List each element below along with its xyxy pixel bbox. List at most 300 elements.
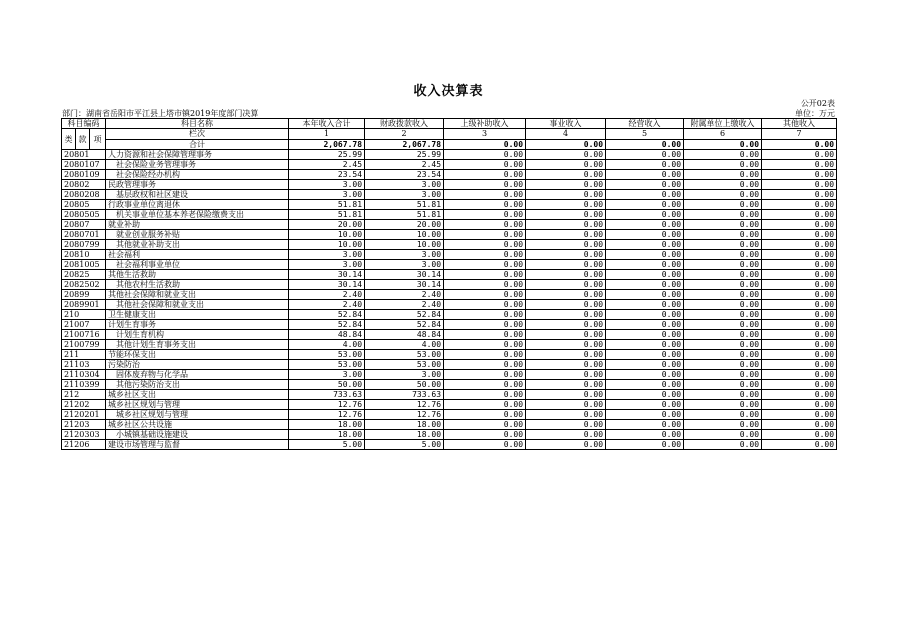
row-value: 0.00 — [526, 200, 606, 210]
row-value: 0.00 — [526, 310, 606, 320]
total-cell: 0.00 — [444, 139, 526, 150]
row-value: 0.00 — [606, 360, 684, 370]
form-number: 公开02表 — [800, 99, 835, 108]
row-name: 其他社会保障和就业支出 — [106, 290, 289, 300]
row-value: 4.00 — [289, 340, 365, 350]
row-code: 212 — [62, 390, 106, 400]
row-value: 0.00 — [684, 210, 762, 220]
row-value: 0.00 — [444, 150, 526, 160]
row-code: 2080505 — [62, 210, 106, 220]
row-value: 0.00 — [526, 420, 606, 430]
row-name: 民政管理事务 — [106, 180, 289, 190]
row-value: 0.00 — [606, 220, 684, 230]
row-value: 0.00 — [762, 320, 837, 330]
table-row — [62, 310, 837, 320]
col-number-3: 3 — [444, 129, 526, 140]
row-value: 0.00 — [526, 160, 606, 170]
row-value: 53.00 — [365, 350, 444, 360]
row-value: 0.00 — [684, 220, 762, 230]
row-code: 2100799 — [62, 340, 106, 350]
row-code: 2089901 — [62, 300, 106, 310]
row-value: 0.00 — [762, 240, 837, 250]
col-number-6: 6 — [684, 129, 762, 140]
table-row — [62, 370, 837, 380]
row-value: 733.63 — [365, 390, 444, 400]
row-value: 0.00 — [606, 330, 684, 340]
row-value: 0.00 — [684, 380, 762, 390]
row-value: 51.81 — [289, 200, 365, 210]
row-value: 0.00 — [606, 410, 684, 420]
header-fiscal: 财政拨款收入 — [365, 119, 444, 129]
row-value: 48.84 — [365, 330, 444, 340]
row-value: 51.81 — [365, 210, 444, 220]
row-code: 20825 — [62, 270, 106, 280]
row-value: 0.00 — [762, 180, 837, 190]
total-cell: 0.00 — [526, 139, 606, 150]
row-code: 20810 — [62, 250, 106, 260]
table-row — [62, 160, 837, 170]
row-value: 0.00 — [684, 390, 762, 400]
table-row — [62, 430, 837, 440]
row-value: 0.00 — [444, 310, 526, 320]
row-value: 0.00 — [762, 190, 837, 200]
table-row — [62, 280, 837, 290]
row-value: 0.00 — [684, 230, 762, 240]
row-value: 0.00 — [762, 420, 837, 430]
col-number-5: 5 — [606, 129, 684, 140]
row-value: 0.00 — [526, 210, 606, 220]
row-value: 2.45 — [289, 160, 365, 170]
row-value: 12.76 — [365, 410, 444, 420]
row-value: 0.00 — [684, 430, 762, 440]
row-value: 0.00 — [606, 180, 684, 190]
row-code: 21203 — [62, 420, 106, 430]
table-row — [62, 210, 837, 220]
row-value: 0.00 — [684, 340, 762, 350]
department-label: 部门：湖南省岳阳市平江县上塔市镇2019年度部门决算 — [62, 109, 259, 118]
col-number-4: 4 — [526, 129, 606, 140]
row-value: 0.00 — [444, 370, 526, 380]
row-value: 20.00 — [289, 220, 365, 230]
row-value: 0.00 — [444, 340, 526, 350]
row-value: 0.00 — [526, 410, 606, 420]
row-code: 21007 — [62, 320, 106, 330]
row-value: 3.00 — [289, 370, 365, 380]
row-value: 0.00 — [444, 240, 526, 250]
row-value: 0.00 — [444, 360, 526, 370]
row-code: 20801 — [62, 150, 106, 160]
header-other: 其他收入 — [762, 119, 837, 129]
row-value: 0.00 — [526, 230, 606, 240]
table-row — [62, 400, 837, 410]
row-value: 0.00 — [762, 170, 837, 180]
table-row — [62, 390, 837, 400]
col-number-1: 1 — [289, 129, 365, 140]
row-name: 行政事业单位离退休 — [106, 200, 289, 210]
row-value: 733.63 — [289, 390, 365, 400]
row-value: 0.00 — [684, 240, 762, 250]
row-value: 0.00 — [526, 150, 606, 160]
row-value: 0.00 — [444, 260, 526, 270]
row-value: 0.00 — [606, 270, 684, 280]
row-value: 3.00 — [289, 190, 365, 200]
row-value: 0.00 — [762, 430, 837, 440]
row-value: 52.84 — [365, 310, 444, 320]
row-value: 0.00 — [526, 400, 606, 410]
row-value: 5.00 — [365, 440, 444, 450]
table-row — [62, 150, 837, 160]
row-value: 3.00 — [289, 180, 365, 190]
row-value: 0.00 — [526, 280, 606, 290]
row-value: 53.00 — [289, 360, 365, 370]
row-name: 城乡社区规划与管理 — [106, 400, 289, 410]
row-value: 0.00 — [684, 440, 762, 450]
row-value: 0.00 — [684, 300, 762, 310]
row-value: 0.00 — [606, 290, 684, 300]
row-value: 0.00 — [684, 250, 762, 260]
row-value: 10.00 — [365, 240, 444, 250]
total-cell: 2,067.78 — [365, 139, 444, 150]
row-value: 0.00 — [444, 320, 526, 330]
row-value: 0.00 — [684, 270, 762, 280]
row-value: 0.00 — [762, 310, 837, 320]
row-value: 0.00 — [762, 200, 837, 210]
row-value: 0.00 — [526, 220, 606, 230]
row-value: 3.00 — [289, 260, 365, 270]
row-value: 0.00 — [526, 250, 606, 260]
row-value: 30.14 — [365, 270, 444, 280]
row-name: 就业创业服务补贴 — [106, 230, 289, 240]
row-value: 0.00 — [444, 410, 526, 420]
row-name: 其他就业补助支出 — [106, 240, 289, 250]
row-code: 211 — [62, 350, 106, 360]
row-code: 21103 — [62, 360, 106, 370]
row-code: 20802 — [62, 180, 106, 190]
row-code: 2080107 — [62, 160, 106, 170]
row-value: 0.00 — [526, 380, 606, 390]
row-name: 其他农村生活救助 — [106, 280, 289, 290]
header-total: 本年收入合计 — [289, 119, 365, 129]
total-cell: 0.00 — [762, 139, 837, 150]
table-row — [62, 440, 837, 450]
table-row — [62, 170, 837, 180]
row-code: 20807 — [62, 220, 106, 230]
row-name: 建设市场管理与监督 — [106, 440, 289, 450]
row-value: 0.00 — [606, 150, 684, 160]
row-value: 0.00 — [444, 290, 526, 300]
row-value: 2.40 — [289, 300, 365, 310]
row-value: 0.00 — [606, 200, 684, 210]
row-value: 51.81 — [289, 210, 365, 220]
row-value: 0.00 — [606, 230, 684, 240]
row-code: 20899 — [62, 290, 106, 300]
row-value: 0.00 — [606, 280, 684, 290]
row-value: 10.00 — [289, 230, 365, 240]
row-value: 0.00 — [684, 200, 762, 210]
row-value: 0.00 — [444, 390, 526, 400]
row-value: 18.00 — [365, 420, 444, 430]
row-value: 0.00 — [762, 230, 837, 240]
row-value: 0.00 — [526, 440, 606, 450]
row-value: 0.00 — [526, 320, 606, 330]
row-value: 0.00 — [444, 210, 526, 220]
row-code: 20805 — [62, 200, 106, 210]
row-value: 0.00 — [526, 190, 606, 200]
row-value: 0.00 — [606, 430, 684, 440]
row-name: 社会保险经办机构 — [106, 170, 289, 180]
row-value: 0.00 — [762, 290, 837, 300]
row-value: 0.00 — [444, 190, 526, 200]
row-name: 计划生育事务 — [106, 320, 289, 330]
row-value: 0.00 — [684, 320, 762, 330]
row-value: 0.00 — [762, 150, 837, 160]
row-value: 0.00 — [684, 260, 762, 270]
row-value: 0.00 — [684, 160, 762, 170]
row-value: 0.00 — [762, 400, 837, 410]
header-kuan: 款 — [76, 129, 90, 150]
row-value: 30.14 — [289, 280, 365, 290]
row-value: 0.00 — [606, 240, 684, 250]
row-code: 21206 — [62, 440, 106, 450]
row-value: 0.00 — [444, 180, 526, 190]
row-value: 0.00 — [444, 400, 526, 410]
row-value: 18.00 — [289, 430, 365, 440]
row-code: 2080799 — [62, 240, 106, 250]
row-value: 0.00 — [684, 420, 762, 430]
row-value: 0.00 — [526, 350, 606, 360]
row-value: 0.00 — [444, 380, 526, 390]
row-value: 0.00 — [606, 170, 684, 180]
row-value: 0.00 — [526, 290, 606, 300]
row-name: 小城镇基础设施建设 — [106, 430, 289, 440]
row-value: 10.00 — [289, 240, 365, 250]
row-value: 0.00 — [762, 380, 837, 390]
row-code: 2081005 — [62, 260, 106, 270]
row-value: 3.00 — [365, 180, 444, 190]
row-value: 52.84 — [289, 320, 365, 330]
row-value: 52.84 — [289, 310, 365, 320]
row-code: 2080701 — [62, 230, 106, 240]
row-value: 0.00 — [526, 270, 606, 280]
row-name: 其他污染防治支出 — [106, 380, 289, 390]
row-value: 0.00 — [606, 340, 684, 350]
table-row — [62, 250, 837, 260]
total-cell: 0.00 — [684, 139, 762, 150]
row-name: 卫生健康支出 — [106, 310, 289, 320]
row-value: 0.00 — [526, 180, 606, 190]
row-value: 0.00 — [762, 270, 837, 280]
table-row — [62, 260, 837, 270]
row-value: 0.00 — [444, 270, 526, 280]
row-value: 0.00 — [684, 190, 762, 200]
row-name: 城乡社区公共设施 — [106, 420, 289, 430]
table-row — [62, 220, 837, 230]
row-name: 计划生育机构 — [106, 330, 289, 340]
col-number-2: 2 — [365, 129, 444, 140]
row-value: 0.00 — [606, 390, 684, 400]
row-name: 固体废弃物与化学品 — [106, 370, 289, 380]
row-code: 210 — [62, 310, 106, 320]
row-value: 0.00 — [762, 390, 837, 400]
row-value: 20.00 — [365, 220, 444, 230]
table-row — [62, 190, 837, 200]
row-value: 0.00 — [684, 150, 762, 160]
row-value: 0.00 — [444, 280, 526, 290]
row-value: 52.84 — [365, 320, 444, 330]
row-name: 社会福利 — [106, 250, 289, 260]
row-code: 21202 — [62, 400, 106, 410]
row-value: 0.00 — [606, 400, 684, 410]
row-value: 0.00 — [606, 250, 684, 260]
row-value: 0.00 — [444, 160, 526, 170]
row-value: 0.00 — [526, 170, 606, 180]
row-value: 4.00 — [365, 340, 444, 350]
row-value: 0.00 — [444, 420, 526, 430]
row-code: 2082502 — [62, 280, 106, 290]
row-value: 0.00 — [684, 290, 762, 300]
row-value: 25.99 — [289, 150, 365, 160]
row-name: 就业补助 — [106, 220, 289, 230]
row-value: 0.00 — [606, 260, 684, 270]
row-value: 0.00 — [762, 210, 837, 220]
row-value: 0.00 — [606, 440, 684, 450]
row-value: 0.00 — [606, 350, 684, 360]
row-value: 0.00 — [606, 310, 684, 320]
table-row — [62, 180, 837, 190]
row-value: 0.00 — [684, 280, 762, 290]
header-xiang: 项 — [90, 129, 106, 150]
row-value: 0.00 — [444, 300, 526, 310]
row-value: 0.00 — [684, 330, 762, 340]
row-value: 0.00 — [606, 420, 684, 430]
table-row — [62, 410, 837, 420]
row-value: 48.84 — [289, 330, 365, 340]
row-value: 0.00 — [762, 160, 837, 170]
row-value: 3.00 — [365, 250, 444, 260]
table-row — [62, 300, 837, 310]
row-name: 其他计划生育事务支出 — [106, 340, 289, 350]
row-code: 2110304 — [62, 370, 106, 380]
row-value: 53.00 — [365, 360, 444, 370]
row-value: 3.00 — [365, 190, 444, 200]
row-value: 12.76 — [289, 410, 365, 420]
row-name: 社会保险业务管理事务 — [106, 160, 289, 170]
row-value: 0.00 — [684, 350, 762, 360]
row-value: 0.00 — [684, 370, 762, 380]
table-row — [62, 320, 837, 330]
row-name: 污染防治 — [106, 360, 289, 370]
row-value: 0.00 — [444, 330, 526, 340]
row-value: 0.00 — [684, 310, 762, 320]
row-code: 2120303 — [62, 430, 106, 440]
row-value: 18.00 — [365, 430, 444, 440]
table-row — [62, 200, 837, 210]
row-name: 城乡社区规划与管理 — [106, 410, 289, 420]
row-value: 23.54 — [289, 170, 365, 180]
row-value: 0.00 — [526, 360, 606, 370]
row-value: 0.00 — [606, 160, 684, 170]
row-code: 2110399 — [62, 380, 106, 390]
row-name: 节能环保支出 — [106, 350, 289, 360]
row-value: 2.40 — [289, 290, 365, 300]
row-code: 2120201 — [62, 410, 106, 420]
row-value: 0.00 — [606, 380, 684, 390]
row-value: 12.76 — [365, 400, 444, 410]
row-name: 其他社会保障和就业支出 — [106, 300, 289, 310]
table-row — [62, 230, 837, 240]
row-value: 0.00 — [762, 250, 837, 260]
row-value: 0.00 — [606, 320, 684, 330]
total-cell: 2,067.78 — [289, 139, 365, 150]
row-name: 人力资源和社会保障管理事务 — [106, 150, 289, 160]
col-number-7: 7 — [762, 129, 837, 140]
header-affiliated: 附属单位上缴收入 — [684, 119, 762, 129]
header-business: 事业收入 — [526, 119, 606, 129]
row-value: 30.14 — [289, 270, 365, 280]
row-name: 基层政权和社区建设 — [106, 190, 289, 200]
header-lei: 类 — [62, 129, 76, 150]
total-cell: 0.00 — [606, 139, 684, 150]
report-title: 收入决算表 — [413, 84, 484, 99]
row-value: 0.00 — [762, 410, 837, 420]
row-value: 50.00 — [289, 380, 365, 390]
table-row — [62, 290, 837, 300]
header-name: 科目名称 — [106, 119, 289, 129]
header-lanci: 栏次 — [106, 129, 289, 140]
row-value: 30.14 — [365, 280, 444, 290]
row-name: 机关事业单位基本养老保险缴费支出 — [106, 210, 289, 220]
row-value: 0.00 — [606, 210, 684, 220]
row-value: 3.00 — [289, 250, 365, 260]
row-value: 2.45 — [365, 160, 444, 170]
row-name: 其他生活救助 — [106, 270, 289, 280]
table-row — [62, 350, 837, 360]
row-value: 0.00 — [762, 340, 837, 350]
row-value: 51.81 — [365, 200, 444, 210]
row-value: 0.00 — [762, 220, 837, 230]
row-value: 0.00 — [762, 440, 837, 450]
row-value: 0.00 — [762, 300, 837, 310]
header-code: 科目编码 — [62, 119, 106, 129]
row-value: 2.40 — [365, 300, 444, 310]
header-upper: 上级补助收入 — [444, 119, 526, 129]
row-value: 0.00 — [444, 170, 526, 180]
row-value: 0.00 — [762, 350, 837, 360]
row-value: 0.00 — [444, 220, 526, 230]
row-value: 0.00 — [684, 400, 762, 410]
row-value: 10.00 — [365, 230, 444, 240]
row-value: 5.00 — [289, 440, 365, 450]
row-value: 0.00 — [444, 430, 526, 440]
row-name: 社会福利事业单位 — [106, 260, 289, 270]
row-value: 3.00 — [365, 260, 444, 270]
table-row — [62, 340, 837, 350]
row-value: 0.00 — [526, 340, 606, 350]
income-table — [61, 118, 837, 450]
row-value: 0.00 — [762, 360, 837, 370]
row-value: 25.99 — [365, 150, 444, 160]
table-row — [62, 240, 837, 250]
row-value: 0.00 — [684, 360, 762, 370]
row-value: 3.00 — [365, 370, 444, 380]
row-value: 0.00 — [762, 280, 837, 290]
row-code: 2100716 — [62, 330, 106, 340]
table-row — [62, 330, 837, 340]
row-value: 0.00 — [444, 250, 526, 260]
row-value: 0.00 — [444, 230, 526, 240]
unit-label: 单位：万元 — [795, 109, 835, 118]
row-value: 0.00 — [526, 240, 606, 250]
